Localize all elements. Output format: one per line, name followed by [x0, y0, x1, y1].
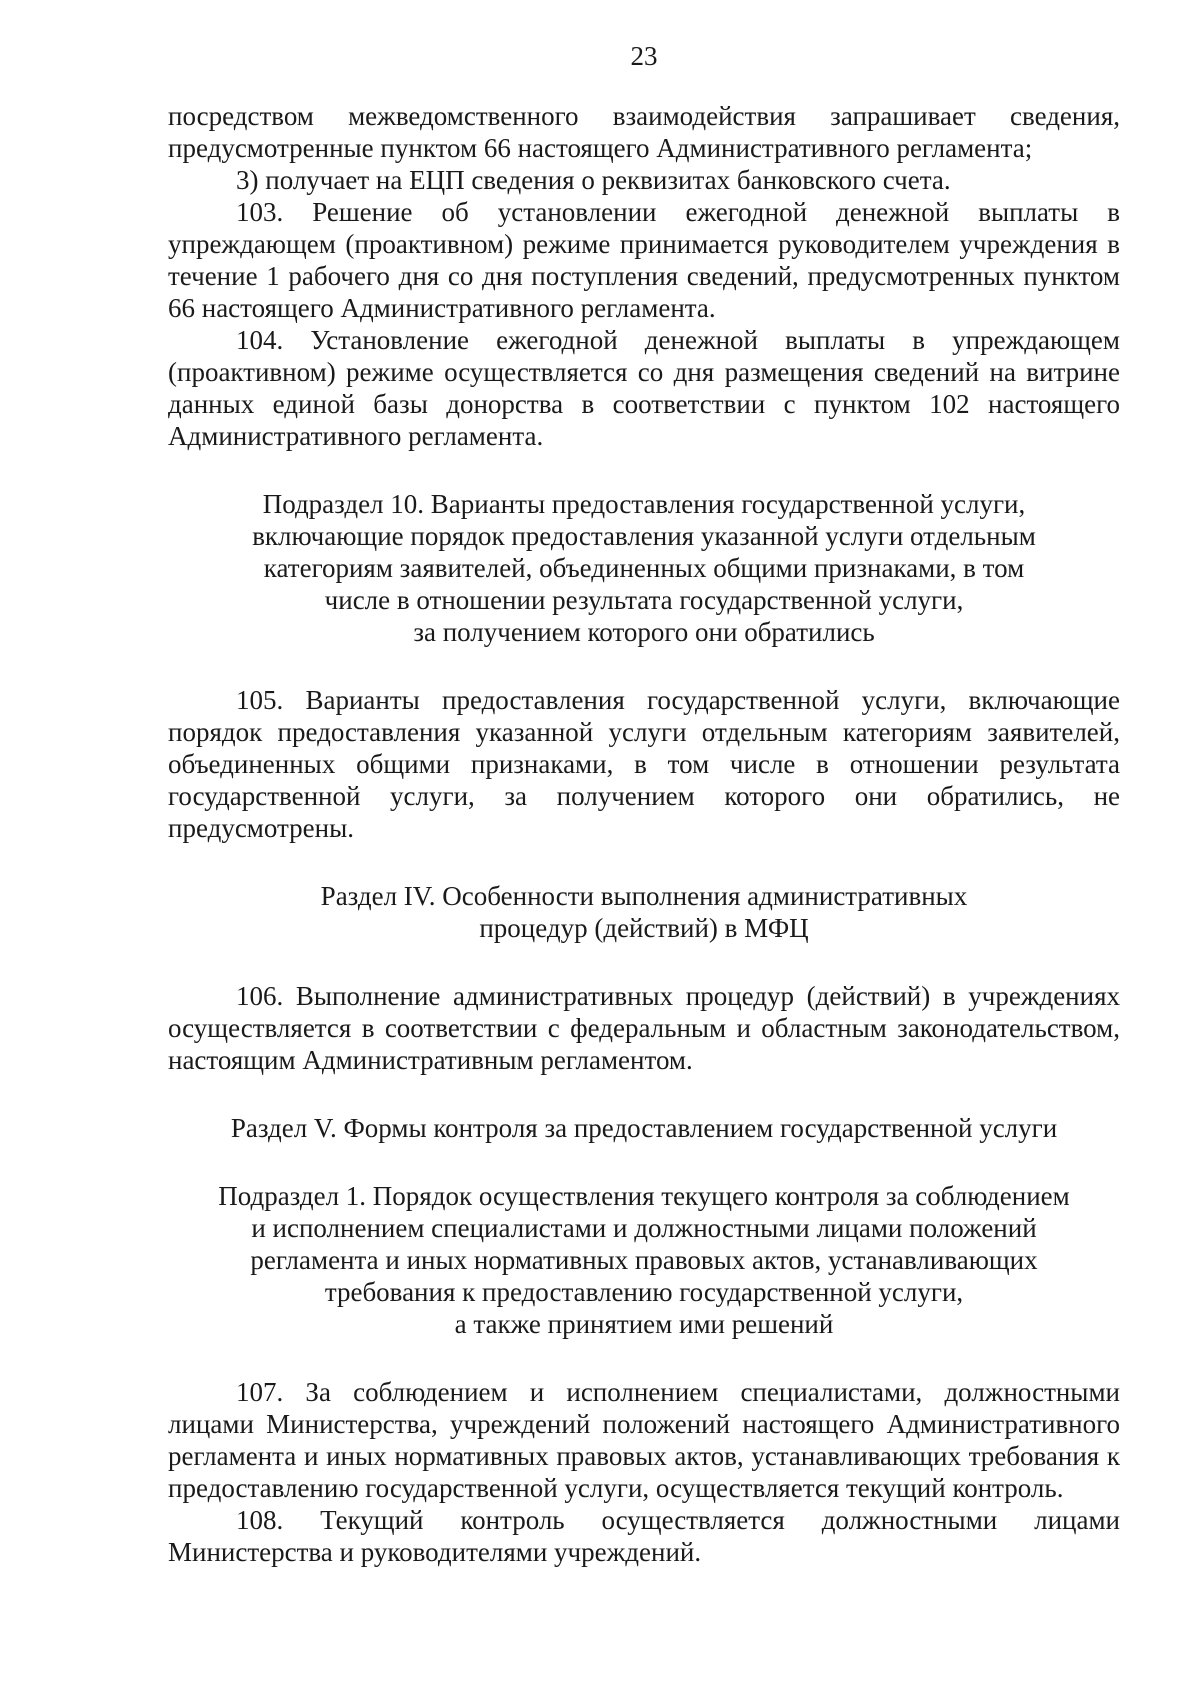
heading-line: регламента и иных нормативных правовых актов, устанавливающих: [250, 1245, 1038, 1275]
page-number: 23: [630, 41, 658, 71]
heading-line: а также принятием ими решений: [454, 1309, 834, 1339]
heading-line: категориям заявителей, объединенных общими признаками, в том: [263, 553, 1025, 583]
heading-line: Подраздел 1. Порядок осуществления текущего контроля за соблюдением: [218, 1181, 1070, 1211]
subsection-1-heading: [168, 1180, 1120, 1340]
section-4-heading: [168, 880, 1120, 944]
paragraph-106: 106. Выполнение административных процедур (действий) в учреждениях осуществляется в соответствии с федеральным и областным законодательством, настоящим Административным регламентом.: [168, 981, 1120, 1075]
heading-line: числе в отношении результата государственной услуги,: [324, 585, 964, 615]
heading-line: Подраздел 10. Варианты предоставления государственной услуги,: [262, 489, 1026, 519]
subsection-10-heading: [168, 488, 1120, 648]
paragraph-108: 108. Текущий контроль осуществляется должностными лицами Министерства и руководителями учреждений.: [168, 1505, 1120, 1567]
paragraph-104: 104. Установление ежегодной денежной выплаты в упреждающем (проактивном) режиме осуществляется со дня размещения сведений на витрине данных единой базы донорства в соответствии с пунктом 102 настоящего Административного регламента.: [168, 325, 1120, 451]
heading-line: процедур (действий) в МФЦ: [479, 913, 809, 943]
heading-line: и исполнением специалистами и должностными лицами положений: [251, 1213, 1037, 1243]
paragraph-103: 103. Решение об установлении ежегодной денежной выплаты в упреждающем (проактивном) режиме принимается руководителем учреждения в течение 1 рабочего дня со дня поступления сведений, предусмотренных пунктом 66 настоящего Административного регламента.: [168, 197, 1120, 323]
heading-line: требования к предоставлению государственной услуги,: [324, 1277, 964, 1307]
section-5-heading: Раздел V. Формы контроля за предоставлением государственной услуги: [230, 1113, 1058, 1143]
paragraph-item-3: 3) получает на ЕЦП сведения о реквизитах банковского счета.: [236, 165, 951, 195]
heading-line: за получением которого они обратились: [413, 617, 875, 647]
heading-line: Раздел IV. Особенности выполнения административных: [320, 881, 968, 911]
document-body: [168, 100, 1120, 1568]
heading-line: включающие порядок предоставления указанной услуги отдельным: [252, 521, 1036, 551]
paragraph-105: 105. Варианты предоставления государственной услуги, включающие порядок предоставления указанной услуги отдельным категориям заявителей, объединенных общими признаками, в том числе в отношении результата государственной услуги, за получением которого они обратились, не предусмотрены.: [168, 685, 1120, 843]
paragraph-107: 107. За соблюдением и исполнением специалистами, должностными лицами Министерства, учреждений положений настоящего Административного регламента и иных нормативных правовых актов, устанавливающих требования к предоставлению государственной услуги, осуществляется текущий контроль.: [168, 1377, 1120, 1503]
paragraph-continuation: посредством межведомственного взаимодействия запрашивает сведения, предусмотренные пунктом 66 настоящего Административного регламента;: [168, 101, 1120, 163]
